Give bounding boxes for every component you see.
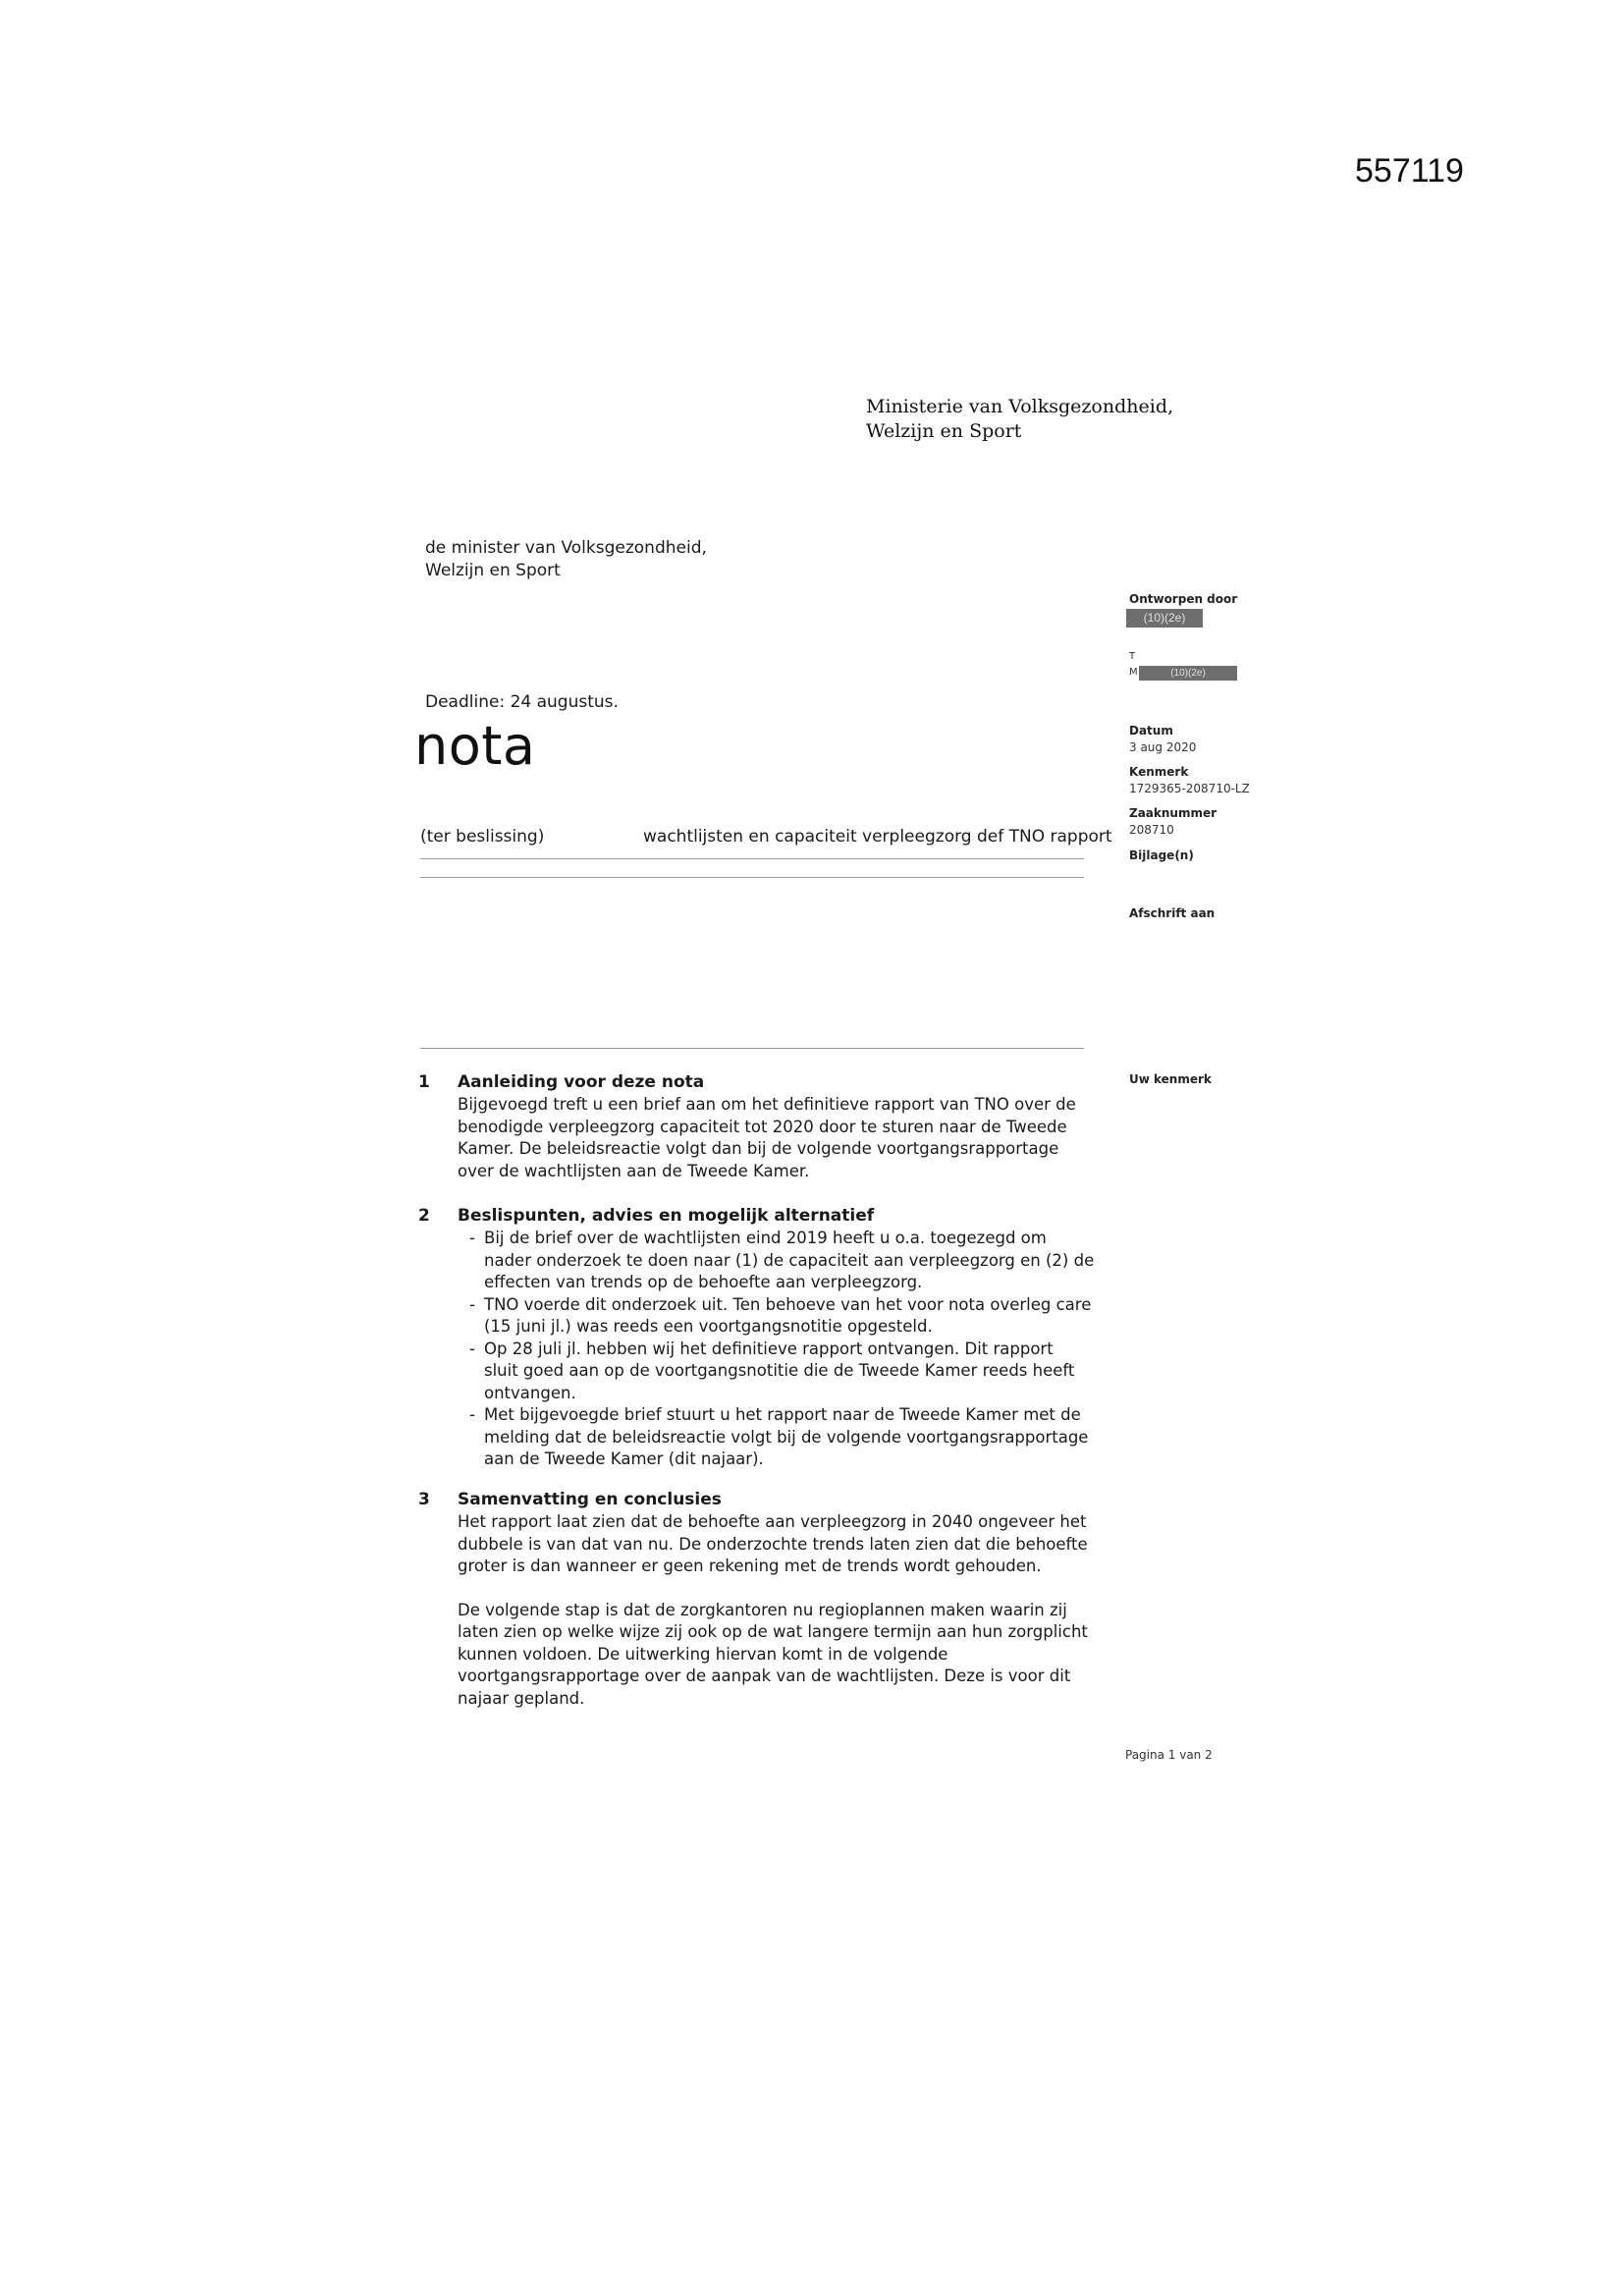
section-body <box>458 1511 1125 1710</box>
divider <box>420 877 1084 878</box>
list-item <box>458 1339 1125 1405</box>
page-number: Pagina 1 van 2 <box>1125 1748 1213 1762</box>
section-number: 3 <box>418 1490 430 1509</box>
subject-rule <box>420 858 1084 859</box>
deadline: Deadline: 24 augustus. <box>425 692 619 712</box>
text-line: laten zien op welke wijze zij ook op de wat langere termijn aan hun zorgplicht <box>458 1622 1088 1641</box>
bullet-list <box>458 1228 1125 1471</box>
text-line: aan de Tweede Kamer (dit najaar). <box>484 1449 764 1468</box>
zaaknummer-value: 208710 <box>1129 823 1174 837</box>
redaction-block: (10)(2e) <box>1126 609 1203 628</box>
text-line: dubbele is van dat van nu. De onderzochte trends laten zien dat die behoefte <box>458 1534 1088 1554</box>
section-number: 1 <box>418 1072 430 1092</box>
text-line: - TNO voerde dit onderzoek uit. Ten behoeve van het voor nota overleg care <box>484 1294 1092 1314</box>
addressee-line-2: Welzijn en Sport <box>425 561 561 580</box>
text-line: melding dat de beleidsreactie volgt bij de volgende voortgangsrapportage <box>484 1427 1089 1447</box>
text-line: benodigde verpleegzorg capaciteit tot 2020 door te sturen naar de Tweede <box>458 1117 1067 1136</box>
phone-label: T <box>1129 651 1136 662</box>
text-line: Het rapport laat zien dat de behoefte aan verpleegzorg in 2040 ongeveer het <box>458 1512 1087 1531</box>
text-line: kunnen voldoen. De uitwerking hiervan komt in de volgende <box>458 1644 948 1664</box>
document-type-title: nota <box>414 715 536 777</box>
decision-label: (ter beslissing) <box>420 827 545 847</box>
text-line: groter is dan wanneer er geen rekening met de trends wordt gehouden. <box>458 1557 1042 1575</box>
afschrift-label: Afschrift aan <box>1129 906 1216 920</box>
addressee-line-1: de minister van Volksgezondheid, <box>425 538 707 558</box>
paragraph-spacer <box>458 1578 1125 1600</box>
ministry-line-2: Welzijn en Sport <box>866 420 1022 442</box>
text-line: sluit goed aan op de voortgangsnotitie die de Tweede Kamer reeds heeft <box>484 1361 1075 1380</box>
section-heading: Beslispunten, advies en mogelijk alternatief <box>458 1206 875 1226</box>
addressee <box>425 537 707 582</box>
text-line: (15 juni jl.) was reeds een voortgangsnotitie opgesteld. <box>484 1317 933 1336</box>
subject-line: wachtlijsten en capaciteit verpleegzorg def TNO rapport <box>643 827 1112 847</box>
section-heading: Aanleiding voor deze nota <box>458 1072 705 1092</box>
text-line: effecten van trends op de behoefte aan verpleegzorg. <box>484 1273 923 1291</box>
uw-kenmerk-label: Uw kenmerk <box>1129 1072 1212 1086</box>
kenmerk-label: Kenmerk <box>1129 765 1189 779</box>
document-number: 557119 <box>1355 152 1464 190</box>
mobile-label: M <box>1129 667 1138 678</box>
section-number: 2 <box>418 1206 430 1226</box>
section-heading: Samenvatting en conclusies <box>458 1490 722 1509</box>
text-line: - Bij de brief over de wachtlijsten eind 2019 heeft u o.a. toegezegd om <box>484 1229 1047 1247</box>
bijlagen-label: Bijlage(n) <box>1129 848 1194 862</box>
text-line: voortgangsrapportage over de aanpak van de wachtlijsten. Deze is voor dit <box>458 1667 1071 1685</box>
text-line: Kamer. De beleidsreactie volgt dan bij de volgende voortgangsrapportage <box>458 1139 1059 1158</box>
text-line: nader onderzoek te doen naar (1) de capaciteit aan verpleegzorg en (2) de <box>484 1250 1095 1270</box>
list-item <box>458 1294 1125 1339</box>
list-item <box>458 1404 1125 1471</box>
text-line: najaar gepland. <box>458 1688 585 1708</box>
text-line: - Met bijgevoegde brief stuurt u het rapport naar de Tweede Kamer met de <box>484 1405 1081 1424</box>
zaaknummer-label: Zaaknummer <box>1129 806 1217 820</box>
text-line: De volgende stap is dat de zorgkantoren nu regioplannen maken waarin zij <box>458 1600 1067 1619</box>
redaction-block: (10)(2e) <box>1139 666 1237 681</box>
list-item <box>458 1228 1125 1294</box>
divider <box>420 1048 1084 1049</box>
datum-label: Datum <box>1129 724 1173 738</box>
kenmerk-value: 1729365-208710-LZ <box>1129 782 1250 795</box>
ontworpen-door-label: Ontworpen door <box>1129 592 1238 606</box>
text-line: Bijgevoegd treft u een brief aan om het definitieve rapport van TNO over de <box>458 1095 1076 1114</box>
text-line: ontvangen. <box>484 1383 576 1402</box>
datum-value: 3 aug 2020 <box>1129 740 1197 754</box>
text-line: over de wachtlijsten aan de Tweede Kamer. <box>458 1161 810 1180</box>
text-line: - Op 28 juli jl. hebben wij het definitieve rapport ontvangen. Dit rapport <box>484 1339 1054 1358</box>
section-body <box>458 1228 1125 1471</box>
ministry-line-1: Ministerie van Volksgezondheid, <box>866 396 1174 417</box>
ministry-name <box>866 395 1173 444</box>
section-body <box>458 1094 1125 1182</box>
